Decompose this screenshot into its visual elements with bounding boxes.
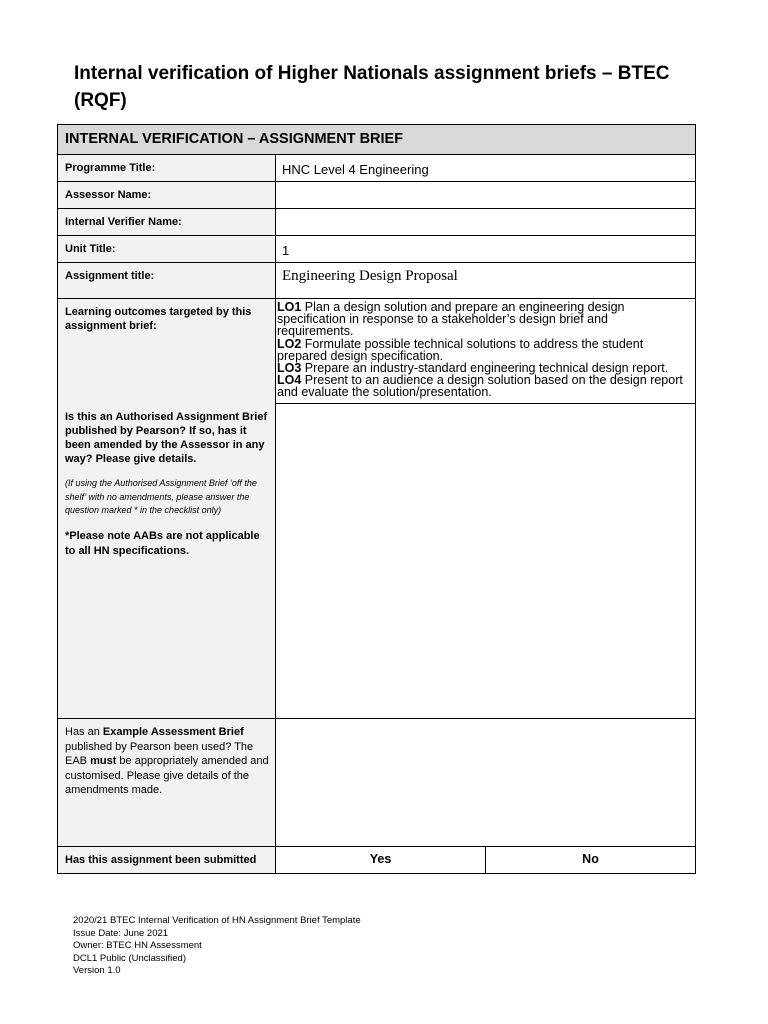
submitted-label: Has this assignment been submitted [58,847,276,874]
eab-question-label: Has an Example Assessment Brief published by Pearson been used? The EAB must be appropriately amended and customised. Please give details of the amendments made. [58,719,276,847]
lo-item: LO4 Present to an audience a design solution based on the design report [277,373,683,388]
assignment-title-label: Assignment title: [58,263,276,299]
learning-outcomes-cell [276,299,696,404]
lo-item-continuation: requirements. [277,324,354,339]
learning-outcomes-label: Learning outcomes targeted by this assignment brief: [65,306,252,332]
no-option[interactable]: No [486,847,696,874]
unit-title-label: Unit Title: [58,236,276,263]
assessor-name-field[interactable] [276,182,696,209]
assignment-title-field[interactable]: Engineering Design Proposal [276,263,696,299]
unit-title-field[interactable]: 1 [276,236,696,263]
learning-outcomes-list [276,299,695,399]
programme-title-field[interactable]: HNC Level 4 Engineering [276,155,696,182]
aab-star-note: *Please note AABs are not applicable to all HN specifications. [65,529,260,557]
lo-item: LO2 Formulate possible technical solutions to address the student [277,336,644,351]
assessor-name-label: Assessor Name: [58,182,276,209]
lo-item: LO3 Prepare an industry-standard engineering technical design report. [277,361,669,376]
lo-item-continuation: specification in response to a stakeholder’s design brief and [277,312,608,327]
aab-question: Is this an Authorised Assignment Brief published by Pearson? If so, has it been amended by the Assessor in any way? Please give details. [65,411,268,465]
form-header: INTERNAL VERIFICATION – ASSIGNMENT BRIEF [58,125,696,155]
footer-issue-date: Issue Date: June 2021 [73,927,169,939]
footer-classification: DCL1 Public (Unclassified) [73,952,186,964]
internal-verifier-label: Internal Verifier Name: [58,209,276,236]
assignment-brief-form [57,124,696,874]
lo-item-continuation: prepared design specification. [277,348,444,363]
lo-item: LO1 Plan a design solution and prepare an engineering design [277,300,625,314]
internal-verifier-field[interactable] [276,209,696,236]
learning-outcomes-and-aab-label-cell [58,299,276,719]
footer-owner: Owner: BTEC HN Assessment [73,940,202,952]
document-title: Internal verification of Higher Nationals assignment briefs – BTEC (RQF) [74,63,670,111]
eab-details-field[interactable] [276,719,696,847]
footer-version: Version 1.0 [73,965,121,977]
document-footer [73,915,361,978]
aab-note: (If using the Authorised Assignment Brief ‘off the shelf’ with no amendments, please answer the question marked * in the checklist only) [65,478,257,515]
footer-template-name: 2020/21 BTEC Internal Verification of HN Assignment Brief Template [73,915,361,926]
programme-title-label: Programme Title: [58,155,276,182]
lo-item-continuation: and evaluate the solution/presentation. [277,385,492,400]
yes-option[interactable]: Yes [276,847,486,874]
aab-details-field[interactable] [276,404,696,719]
